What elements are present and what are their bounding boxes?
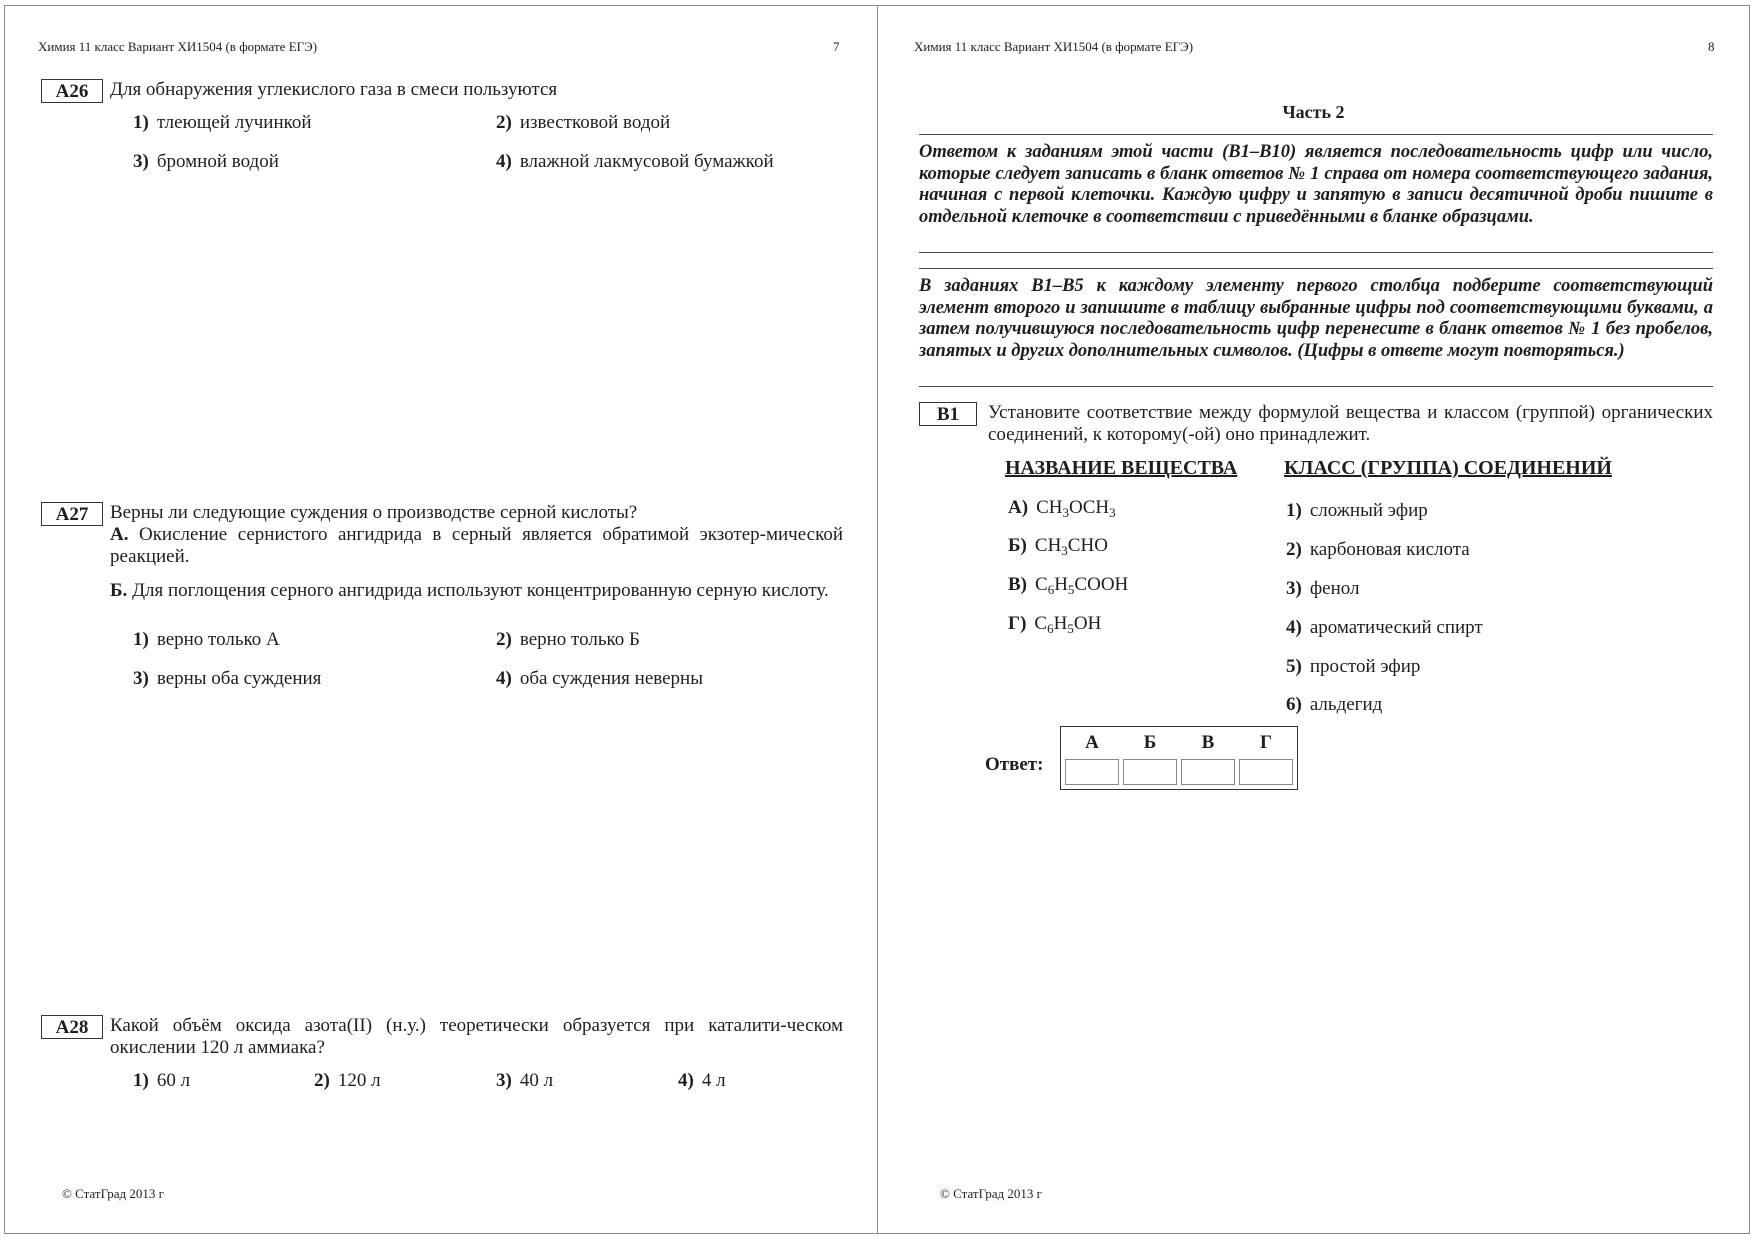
- option-a27-2: 2) верно только Б: [496, 629, 640, 650]
- statement-b: Б. Для поглощения серного ангидрида используют концентрированную серную кислоту.: [110, 580, 829, 601]
- substance-v: В) $C_6H_5COOH$: [1008, 574, 1129, 597]
- page-header: Химия 11 класс Вариант ХИ1504 (в формате ЕГЭ): [38, 39, 318, 54]
- instruction-part2: Ответом к заданиям этой части (B1–B10) является последовательность цифр или число, которые следует записать в бланк ответов № 1 справа от номера соответствующего задания, начиная с первой клеточки. Каждую цифру и запятую в записи десятичной дроби пишите в отдельной клеточке в соответствии с приведёнными в бланке образцами.: [919, 142, 1713, 227]
- answer-column-g: Г: [1259, 732, 1273, 753]
- divider: [919, 268, 1713, 269]
- divider: [919, 252, 1713, 253]
- option-a26-3: 3) бромной водой: [133, 151, 279, 172]
- class-option-5: 5) простой эфир: [1286, 656, 1421, 677]
- option-a26-1: 1) тлеющей лучинкой: [133, 112, 312, 133]
- answer-cell[interactable]: [1065, 759, 1119, 785]
- option-a28-4: 4) 4 л: [678, 1070, 726, 1091]
- statement-a: А. Окисление сернистого ангидрида в серный является обратимой экзотер-мической реакцией.: [110, 524, 844, 567]
- option-a26-4: 4) влажной лакмусовой бумажкой: [496, 151, 774, 172]
- answer-cell[interactable]: [1181, 759, 1235, 785]
- question-label-a28: А28: [41, 1015, 103, 1039]
- substance-b: Б) $CH_3CHO$: [1008, 535, 1108, 558]
- answer-cell[interactable]: [1239, 759, 1293, 785]
- answer-column-b: Б: [1143, 732, 1157, 753]
- divider: [919, 134, 1713, 135]
- class-option-4: 4) ароматический спирт: [1286, 617, 1483, 638]
- question-text-b1: Установите соответствие между формулой вещества и классом (группой) органических соединений, к которому(-ой) оно принадлежит.: [988, 402, 1713, 445]
- class-option-2: 2) карбоновая кислота: [1286, 539, 1470, 560]
- option-a26-2: 2) известковой водой: [496, 112, 671, 133]
- question-text-a27: Верны ли следующие суждения о производстве серной кислоты?: [110, 502, 638, 523]
- option-a27-3: 3) верны оба суждения: [133, 668, 322, 689]
- page-number: 7: [833, 39, 840, 54]
- substance-a: А) $CH_3OCH_3$: [1008, 497, 1116, 520]
- question-label-a26: А26: [41, 79, 103, 103]
- question-label-b1: B1: [919, 402, 977, 426]
- answer-table: [1060, 726, 1298, 790]
- question-text-a28: Какой объём оксида азота(II) (н.у.) теоретически образуется при каталити-ческом окислении 120 л аммиака?: [110, 1015, 843, 1058]
- divider: [919, 386, 1713, 387]
- column-header-substance: НАЗВАНИЕ ВЕЩЕСТВА: [1005, 457, 1238, 479]
- option-a28-2: 2) 120 л: [314, 1070, 381, 1091]
- class-option-1: 1) сложный эфир: [1286, 500, 1428, 521]
- class-option-6: 6) альдегид: [1286, 694, 1383, 715]
- answer-column-a: А: [1085, 732, 1099, 753]
- page-footer: © СтатГрад 2013 г: [62, 1186, 164, 1201]
- page-footer: © СтатГрад 2013 г: [940, 1186, 1042, 1201]
- class-option-3: 3) фенол: [1286, 578, 1360, 599]
- column-header-class: КЛАСС (ГРУППА) СОЕДИНЕНИЙ: [1284, 457, 1612, 479]
- answer-column-v: В: [1201, 732, 1215, 753]
- substance-g: Г) $C_6H_5OH$: [1008, 613, 1102, 636]
- question-label-a27: А27: [41, 502, 103, 526]
- answer-label: Ответ:: [985, 754, 1044, 775]
- option-a28-1: 1) 60 л: [133, 1070, 191, 1091]
- part-title: Часть 2: [1282, 102, 1345, 122]
- page-header: Химия 11 класс Вариант ХИ1504 (в формате ЕГЭ): [914, 39, 1194, 54]
- question-text-a26: Для обнаружения углекислого газа в смеси пользуются: [110, 79, 558, 100]
- instruction-b1-b5: В заданиях B1–B5 к каждому элементу первого столбца подберите соответствующий элемент второго и запишите в таблицу выбранные цифры под соответствующими буквами, а затем получившуюся последовательность цифр перенесите в бланк ответов № 1 без пробелов, запятых и других дополнительных символов. (Цифры в ответе могут повторяться.): [919, 276, 1713, 361]
- option-a27-1: 1) верно только А: [133, 629, 280, 650]
- option-a28-3: 3) 40 л: [496, 1070, 554, 1091]
- page-number: 8: [1708, 39, 1715, 54]
- right-page: [877, 5, 1750, 1234]
- left-page: [4, 5, 878, 1234]
- option-a27-4: 4) оба суждения неверны: [496, 668, 703, 689]
- answer-cell[interactable]: [1123, 759, 1177, 785]
